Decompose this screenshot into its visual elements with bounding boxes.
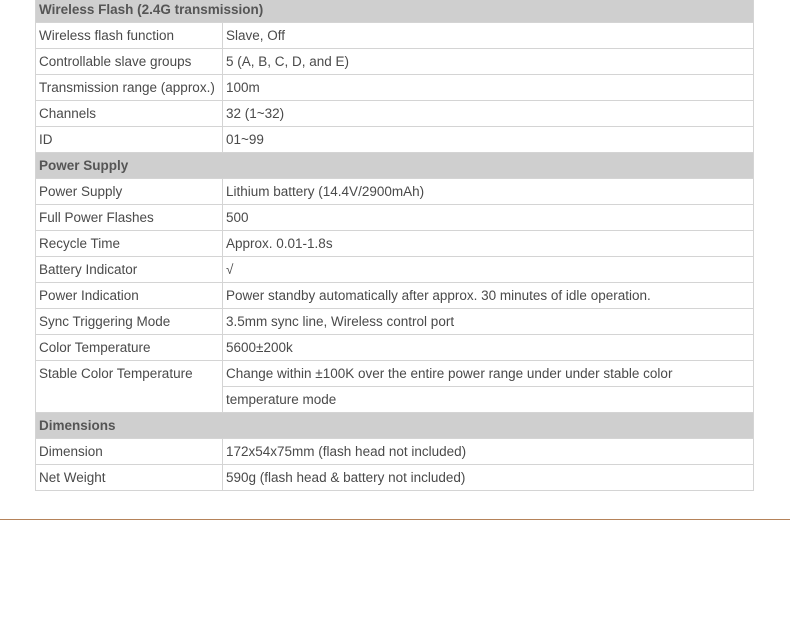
- spec-label: Battery Indicator: [36, 257, 223, 283]
- spec-value: 01~99: [223, 127, 754, 153]
- spec-label: Color Temperature: [36, 335, 223, 361]
- section-title: Dimensions: [36, 413, 754, 439]
- spec-value: 3.5mm sync line, Wireless control port: [223, 309, 754, 335]
- spec-value: 100m: [223, 75, 754, 101]
- section-header-dimensions: [36, 413, 754, 439]
- spec-value: Lithium battery (14.4V/2900mAh): [223, 179, 754, 205]
- spec-value: Slave, Off: [223, 23, 754, 49]
- section-title: Power Supply: [36, 153, 754, 179]
- spec-row: [36, 127, 754, 153]
- spec-value: 32 (1~32): [223, 101, 754, 127]
- spec-label: Recycle Time: [36, 231, 223, 257]
- spec-row: [36, 179, 754, 205]
- spec-table: [35, 0, 754, 491]
- spec-label: Channels: [36, 101, 223, 127]
- spec-row: [36, 283, 754, 309]
- spec-row: [36, 335, 754, 361]
- spec-value-line: Change within ±100K over the entire power range under under stable color: [226, 366, 673, 381]
- spec-row: [36, 101, 754, 127]
- spec-label: Net Weight: [36, 465, 223, 491]
- spec-row: [36, 361, 754, 413]
- spec-value: [223, 361, 754, 413]
- spec-label: Full Power Flashes: [36, 205, 223, 231]
- spec-value: 5600±200k: [223, 335, 754, 361]
- spec-label: Controllable slave groups: [36, 49, 223, 75]
- spec-row: [36, 75, 754, 101]
- spec-label: Wireless flash function: [36, 23, 223, 49]
- spec-row: [36, 231, 754, 257]
- spec-row: [36, 465, 754, 491]
- section-header-wireless: [36, 0, 754, 23]
- spec-value: 5 (A, B, C, D, and E): [223, 49, 754, 75]
- spec-label: ID: [36, 127, 223, 153]
- spec-value: Approx. 0.01-1.8s: [223, 231, 754, 257]
- spec-row: [36, 439, 754, 465]
- divider-line: [0, 519, 790, 520]
- spec-value-line: temperature mode: [223, 386, 753, 412]
- spec-value: 172x54x75mm (flash head not included): [223, 439, 754, 465]
- spec-row: [36, 309, 754, 335]
- spec-row: [36, 257, 754, 283]
- section-title: Wireless Flash (2.4G transmission): [36, 0, 754, 23]
- spec-value: 590g (flash head & battery not included): [223, 465, 754, 491]
- spec-row: [36, 205, 754, 231]
- spec-row: [36, 49, 754, 75]
- spec-label: Power Indication: [36, 283, 223, 309]
- spec-value: √: [223, 257, 754, 283]
- spec-label: Sync Triggering Mode: [36, 309, 223, 335]
- spec-value: 500: [223, 205, 754, 231]
- section-header-power: [36, 153, 754, 179]
- spec-label: Stable Color Temperature: [36, 361, 223, 413]
- spec-row: [36, 23, 754, 49]
- spec-label: Transmission range (approx.): [36, 75, 223, 101]
- spec-label: Dimension: [36, 439, 223, 465]
- spec-label: Power Supply: [36, 179, 223, 205]
- spec-value: Power standby automatically after approx. 30 minutes of idle operation.: [223, 283, 754, 309]
